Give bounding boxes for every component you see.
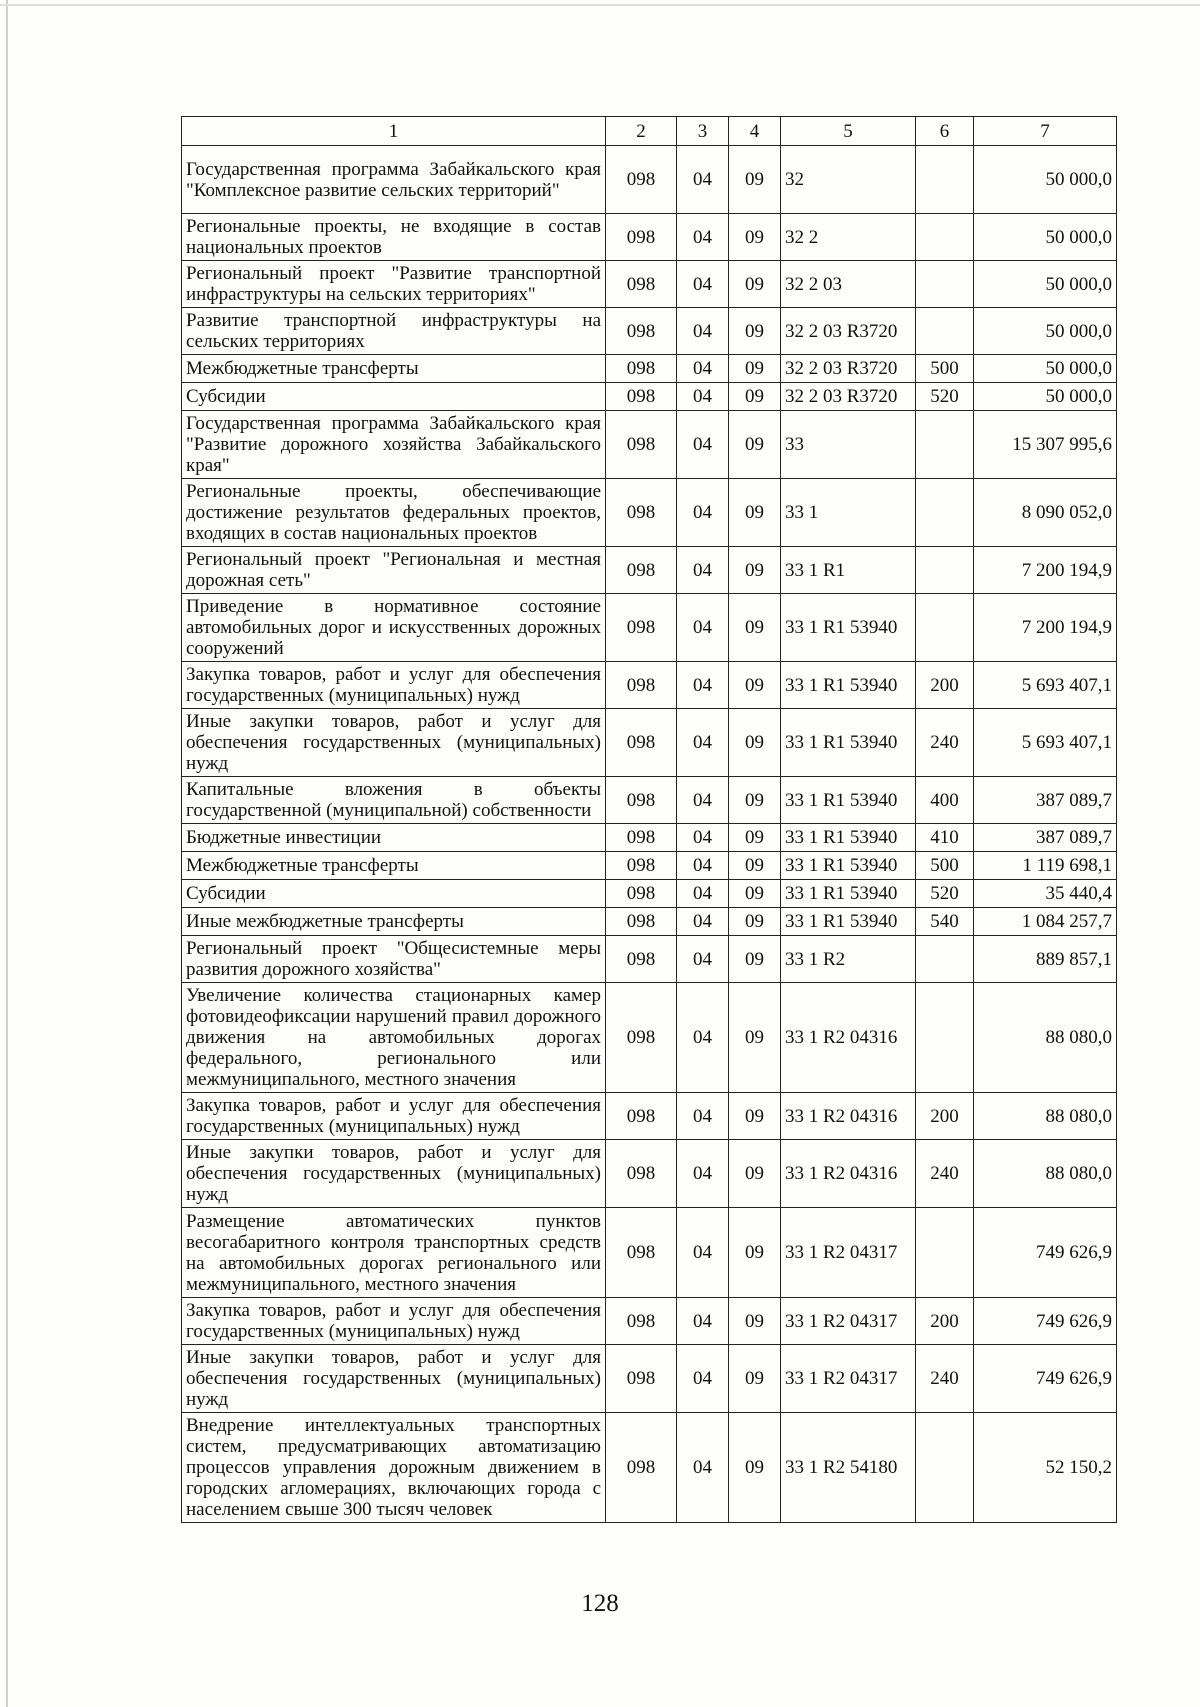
header-col-4: 4 xyxy=(729,117,781,146)
row-col-4: 09 xyxy=(729,261,781,308)
header-row xyxy=(182,117,1117,146)
row-col-7: 7 200 194,9 xyxy=(974,594,1117,662)
row-col-5: 33 1 R1 53940 xyxy=(781,709,916,777)
row-col-5: 33 xyxy=(781,411,916,479)
row-col-5: 33 1 R2 04317 xyxy=(781,1208,916,1298)
row-col-4: 09 xyxy=(729,824,781,852)
header-col-3: 3 xyxy=(677,117,729,146)
table-row xyxy=(182,852,1117,880)
row-col-3: 04 xyxy=(677,411,729,479)
row-col-4: 09 xyxy=(729,594,781,662)
table-row xyxy=(182,479,1117,547)
header-col-5: 5 xyxy=(781,117,916,146)
row-col-6: 500 xyxy=(916,852,974,880)
table-row xyxy=(182,1093,1117,1140)
row-col-6 xyxy=(916,936,974,983)
row-name: Региональный проект "Развитие транспортной инфраструктуры на сельских территориях" xyxy=(182,261,606,308)
row-col-5: 32 xyxy=(781,146,916,214)
row-col-3: 04 xyxy=(677,777,729,824)
row-col-3: 04 xyxy=(677,146,729,214)
row-col-3: 04 xyxy=(677,547,729,594)
row-col-3: 04 xyxy=(677,662,729,709)
row-name: Региональные проекты, не входящие в состав национальных проектов xyxy=(182,214,606,261)
row-col-6 xyxy=(916,411,974,479)
scan-edge-top xyxy=(0,4,1200,6)
row-col-4: 09 xyxy=(729,547,781,594)
table-row xyxy=(182,880,1117,908)
row-col-7: 35 440,4 xyxy=(974,880,1117,908)
row-col-7: 88 080,0 xyxy=(974,983,1117,1093)
row-col-5: 33 1 xyxy=(781,479,916,547)
row-col-5: 32 2 03 R3720 xyxy=(781,355,916,383)
row-col-7: 50 000,0 xyxy=(974,261,1117,308)
table-row xyxy=(182,777,1117,824)
table-row xyxy=(182,383,1117,411)
row-col-6: 240 xyxy=(916,1345,974,1413)
row-col-4: 09 xyxy=(729,662,781,709)
row-col-6: 200 xyxy=(916,1093,974,1140)
row-col-6: 240 xyxy=(916,709,974,777)
row-col-7: 889 857,1 xyxy=(974,936,1117,983)
row-col-4: 09 xyxy=(729,214,781,261)
row-col-7: 50 000,0 xyxy=(974,146,1117,214)
row-col-7: 749 626,9 xyxy=(974,1298,1117,1345)
row-col-2: 098 xyxy=(606,777,677,824)
row-col-3: 04 xyxy=(677,594,729,662)
row-col-2: 098 xyxy=(606,852,677,880)
row-col-3: 04 xyxy=(677,214,729,261)
budget-table xyxy=(181,116,1117,1523)
row-col-7: 1 119 698,1 xyxy=(974,852,1117,880)
row-col-5: 33 1 R2 04317 xyxy=(781,1298,916,1345)
row-col-3: 04 xyxy=(677,983,729,1093)
row-col-3: 04 xyxy=(677,1298,729,1345)
row-col-6 xyxy=(916,261,974,308)
row-col-3: 04 xyxy=(677,1345,729,1413)
row-col-2: 098 xyxy=(606,709,677,777)
row-name: Бюджетные инвестиции xyxy=(182,824,606,852)
row-col-2: 098 xyxy=(606,908,677,936)
row-col-6: 540 xyxy=(916,908,974,936)
row-col-7: 88 080,0 xyxy=(974,1093,1117,1140)
row-col-6 xyxy=(916,983,974,1093)
row-col-6: 410 xyxy=(916,824,974,852)
row-col-7: 50 000,0 xyxy=(974,308,1117,355)
table-row xyxy=(182,308,1117,355)
row-col-2: 098 xyxy=(606,662,677,709)
row-col-3: 04 xyxy=(677,1208,729,1298)
row-col-4: 09 xyxy=(729,709,781,777)
row-name: Закупка товаров, работ и услуг для обеспечения государственных (муниципальных) нужд xyxy=(182,1298,606,1345)
row-col-2: 098 xyxy=(606,594,677,662)
row-col-3: 04 xyxy=(677,308,729,355)
table-row xyxy=(182,936,1117,983)
table-row xyxy=(182,1298,1117,1345)
row-name: Внедрение интеллектуальных транспортных систем, предусматривающих автоматизацию процессов управления дорожным движением в городских агломерациях, включающих города с населением свыше 300 тысяч человек xyxy=(182,1413,606,1523)
row-col-7: 749 626,9 xyxy=(974,1208,1117,1298)
row-col-7: 1 084 257,7 xyxy=(974,908,1117,936)
row-col-6: 200 xyxy=(916,1298,974,1345)
row-col-2: 098 xyxy=(606,308,677,355)
row-col-5: 33 1 R1 xyxy=(781,547,916,594)
row-name: Субсидии xyxy=(182,880,606,908)
row-col-7: 15 307 995,6 xyxy=(974,411,1117,479)
row-col-7: 387 089,7 xyxy=(974,777,1117,824)
row-col-5: 32 2 03 R3720 xyxy=(781,383,916,411)
row-col-2: 098 xyxy=(606,1413,677,1523)
header-col-7: 7 xyxy=(974,117,1117,146)
row-name: Субсидии xyxy=(182,383,606,411)
row-col-4: 09 xyxy=(729,479,781,547)
row-name: Государственная программа Забайкальского края "Комплексное развитие сельских территорий" xyxy=(182,146,606,214)
table-row xyxy=(182,1140,1117,1208)
row-col-7: 5 693 407,1 xyxy=(974,662,1117,709)
row-col-7: 5 693 407,1 xyxy=(974,709,1117,777)
row-name: Региональный проект "Региональная и местная дорожная сеть" xyxy=(182,547,606,594)
row-col-2: 098 xyxy=(606,355,677,383)
table-row xyxy=(182,146,1117,214)
row-col-5: 33 1 R1 53940 xyxy=(781,662,916,709)
row-col-3: 04 xyxy=(677,824,729,852)
row-col-3: 04 xyxy=(677,1140,729,1208)
row-col-7: 50 000,0 xyxy=(974,214,1117,261)
row-col-4: 09 xyxy=(729,308,781,355)
row-col-6 xyxy=(916,146,974,214)
row-name: Иные закупки товаров, работ и услуг для обеспечения государственных (муниципальных) нужд xyxy=(182,709,606,777)
row-col-7: 749 626,9 xyxy=(974,1345,1117,1413)
row-col-4: 09 xyxy=(729,1298,781,1345)
row-col-5: 33 1 R2 04316 xyxy=(781,1140,916,1208)
row-col-7: 7 200 194,9 xyxy=(974,547,1117,594)
row-col-7: 88 080,0 xyxy=(974,1140,1117,1208)
row-col-6 xyxy=(916,547,974,594)
row-col-5: 33 1 R2 04316 xyxy=(781,1093,916,1140)
scan-edge-left xyxy=(6,0,8,1707)
row-col-4: 09 xyxy=(729,852,781,880)
table-row xyxy=(182,908,1117,936)
row-col-4: 09 xyxy=(729,411,781,479)
table-row xyxy=(182,709,1117,777)
row-col-4: 09 xyxy=(729,936,781,983)
table-row xyxy=(182,1345,1117,1413)
row-col-5: 33 1 R2 54180 xyxy=(781,1413,916,1523)
row-name: Закупка товаров, работ и услуг для обеспечения государственных (муниципальных) нужд xyxy=(182,1093,606,1140)
row-col-3: 04 xyxy=(677,479,729,547)
row-name: Иные межбюджетные трансферты xyxy=(182,908,606,936)
table-row xyxy=(182,824,1117,852)
table-row xyxy=(182,594,1117,662)
row-col-5: 32 2 03 R3720 xyxy=(781,308,916,355)
row-col-7: 387 089,7 xyxy=(974,824,1117,852)
page-number: 128 xyxy=(581,1590,619,1617)
row-name: Приведение в нормативное состояние автомобильных дорог и искусственных дорожных сооружений xyxy=(182,594,606,662)
row-col-3: 04 xyxy=(677,709,729,777)
row-col-5: 33 1 R1 53940 xyxy=(781,852,916,880)
row-col-7: 50 000,0 xyxy=(974,355,1117,383)
row-col-5: 33 1 R1 53940 xyxy=(781,824,916,852)
row-col-2: 098 xyxy=(606,1208,677,1298)
row-col-4: 09 xyxy=(729,1093,781,1140)
row-name: Государственная программа Забайкальского края "Развитие дорожного хозяйства Забайкальского края" xyxy=(182,411,606,479)
row-col-4: 09 xyxy=(729,146,781,214)
header-col-2: 2 xyxy=(606,117,677,146)
row-col-3: 04 xyxy=(677,261,729,308)
row-col-6 xyxy=(916,1208,974,1298)
row-col-3: 04 xyxy=(677,1413,729,1523)
table-row xyxy=(182,261,1117,308)
row-col-3: 04 xyxy=(677,355,729,383)
row-col-6 xyxy=(916,479,974,547)
row-col-6 xyxy=(916,214,974,261)
row-name: Капитальные вложения в объекты государственной (муниципальной) собственности xyxy=(182,777,606,824)
row-col-5: 33 1 R2 04316 xyxy=(781,983,916,1093)
table-row xyxy=(182,1208,1117,1298)
row-col-7: 52 150,2 xyxy=(974,1413,1117,1523)
row-col-4: 09 xyxy=(729,1345,781,1413)
row-name: Увеличение количества стационарных камер фотовидеофиксации нарушений правил дорожного движения на автомобильных дорогах федерального, регионального или межмуниципального, местного значения xyxy=(182,983,606,1093)
row-col-3: 04 xyxy=(677,880,729,908)
row-name: Региональный проект "Общесистемные меры развития дорожного хозяйства" xyxy=(182,936,606,983)
row-name: Иные закупки товаров, работ и услуг для обеспечения государственных (муниципальных) нужд xyxy=(182,1140,606,1208)
row-col-6 xyxy=(916,1413,974,1523)
row-col-2: 098 xyxy=(606,146,677,214)
row-col-4: 09 xyxy=(729,383,781,411)
row-col-4: 09 xyxy=(729,355,781,383)
table-row xyxy=(182,214,1117,261)
row-col-5: 33 1 R1 53940 xyxy=(781,880,916,908)
row-col-6: 200 xyxy=(916,662,974,709)
row-name: Межбюджетные трансферты xyxy=(182,355,606,383)
row-col-5: 32 2 xyxy=(781,214,916,261)
row-col-6 xyxy=(916,594,974,662)
table-body xyxy=(182,146,1117,1523)
row-col-5: 33 1 R1 53940 xyxy=(781,777,916,824)
row-col-5: 33 1 R2 xyxy=(781,936,916,983)
row-name: Размещение автоматических пунктов весогабаритного контроля транспортных средств на автомобильных дорогах регионального или межмуниципального, местного значения xyxy=(182,1208,606,1298)
row-col-5: 33 1 R1 53940 xyxy=(781,594,916,662)
row-col-6: 520 xyxy=(916,880,974,908)
row-col-4: 09 xyxy=(729,1413,781,1523)
table-row xyxy=(182,547,1117,594)
row-col-4: 09 xyxy=(729,1208,781,1298)
row-name: Закупка товаров, работ и услуг для обеспечения государственных (муниципальных) нужд xyxy=(182,662,606,709)
row-col-4: 09 xyxy=(729,983,781,1093)
header-col-1: 1 xyxy=(182,117,606,146)
header-col-6: 6 xyxy=(916,117,974,146)
row-col-4: 09 xyxy=(729,908,781,936)
row-col-6: 500 xyxy=(916,355,974,383)
row-col-7: 50 000,0 xyxy=(974,383,1117,411)
row-col-3: 04 xyxy=(677,383,729,411)
row-col-4: 09 xyxy=(729,880,781,908)
row-col-6 xyxy=(916,308,974,355)
row-col-2: 098 xyxy=(606,1298,677,1345)
row-col-3: 04 xyxy=(677,1093,729,1140)
row-col-4: 09 xyxy=(729,1140,781,1208)
row-col-3: 04 xyxy=(677,852,729,880)
row-col-2: 098 xyxy=(606,983,677,1093)
row-col-2: 098 xyxy=(606,1093,677,1140)
row-col-5: 33 1 R1 53940 xyxy=(781,908,916,936)
row-col-2: 098 xyxy=(606,1140,677,1208)
row-name: Иные закупки товаров, работ и услуг для обеспечения государственных (муниципальных) нужд xyxy=(182,1345,606,1413)
row-col-5: 33 1 R2 04317 xyxy=(781,1345,916,1413)
row-col-2: 098 xyxy=(606,880,677,908)
row-col-2: 098 xyxy=(606,1345,677,1413)
row-col-2: 098 xyxy=(606,824,677,852)
table-row xyxy=(182,662,1117,709)
row-col-5: 32 2 03 xyxy=(781,261,916,308)
row-col-2: 098 xyxy=(606,261,677,308)
row-col-2: 098 xyxy=(606,547,677,594)
row-col-2: 098 xyxy=(606,936,677,983)
row-col-2: 098 xyxy=(606,383,677,411)
table-row xyxy=(182,411,1117,479)
row-col-2: 098 xyxy=(606,411,677,479)
row-col-6: 520 xyxy=(916,383,974,411)
table-row xyxy=(182,355,1117,383)
row-col-2: 098 xyxy=(606,479,677,547)
row-col-2: 098 xyxy=(606,214,677,261)
row-col-7: 8 090 052,0 xyxy=(974,479,1117,547)
row-col-4: 09 xyxy=(729,777,781,824)
row-name: Развитие транспортной инфраструктуры на сельских территориях xyxy=(182,308,606,355)
row-col-6: 400 xyxy=(916,777,974,824)
row-col-3: 04 xyxy=(677,908,729,936)
row-name: Межбюджетные трансферты xyxy=(182,852,606,880)
row-col-6: 240 xyxy=(916,1140,974,1208)
table-row xyxy=(182,983,1117,1093)
table-row xyxy=(182,1413,1117,1523)
row-col-3: 04 xyxy=(677,936,729,983)
row-name: Региональные проекты, обеспечивающие достижение результатов федеральных проектов, входящих в состав национальных проектов xyxy=(182,479,606,547)
